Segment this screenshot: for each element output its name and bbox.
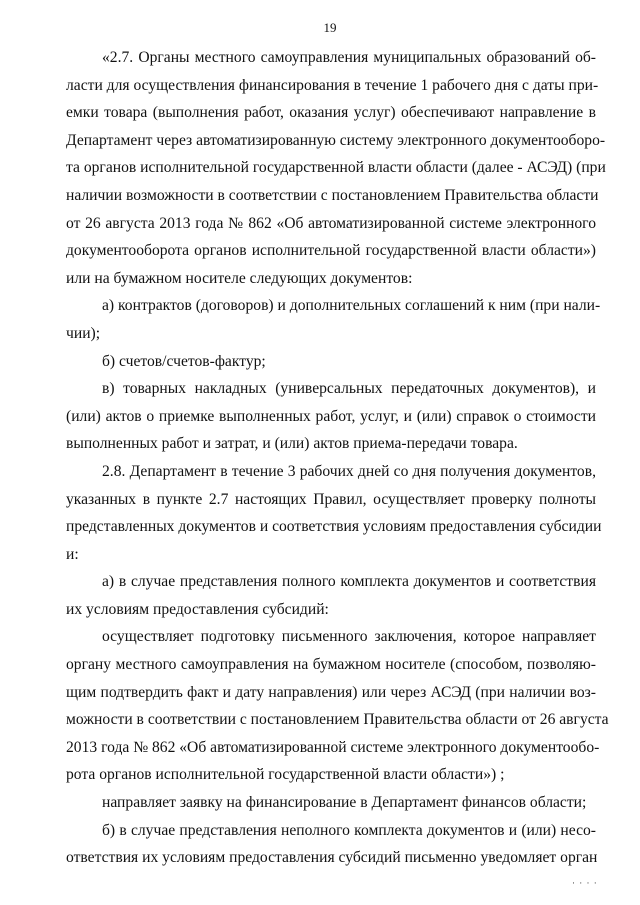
text-line: а) контрактов (договоров) и дополнительных соглашений к ним (при нали-	[102, 297, 601, 315]
text-line: от 26 августа 2013 года № 862 «Об автоматизированной системе электронного	[66, 214, 596, 232]
text-line: их условиям предоставления субсидий:	[66, 600, 329, 618]
text-line: б) в случае представления неполного комплекта документов и (или) несо-	[102, 821, 596, 839]
paragraph	[66, 623, 609, 789]
text-line: 2.8. Департамент в течение 3 рабочих дней со дня получения документов,	[102, 462, 596, 480]
text-line: можности в соответствии с постановлением Правительства области от 26 августа	[66, 711, 609, 729]
paragraph	[66, 568, 596, 623]
text-line: «2.7. Органы местного самоуправления муниципальных образований об-	[102, 49, 596, 66]
text-line: осуществляет подготовку письменного заключения, которое направляет	[102, 628, 596, 646]
text-line: та органов исполнительной государственной власти области (далее - АСЭД) (при	[66, 159, 606, 177]
text-line: указанных в пункте 2.7 настоящих Правил, осуществляет проверку полноты	[66, 490, 596, 508]
text-line: щим подтвердить факт и дату направления) или через АСЭД (при наличии воз-	[66, 683, 596, 701]
text-line: направляет заявку на финансирование в Департамент финансов области;	[102, 794, 587, 812]
text-line: органу местного самоуправления на бумажном носителе (способом, позволяю-	[66, 656, 596, 674]
text-line: ответствия их условиям предоставления субсидий письменно уведомляет орган	[66, 849, 598, 867]
paragraph	[66, 292, 601, 347]
text-line: или на бумажном носителе следующих документов:	[66, 269, 413, 287]
paragraph	[66, 375, 596, 458]
text-line: ласти для осуществления финансирования в течение 1 рабочего дня с даты при-	[66, 76, 599, 94]
text-line: Департамент через автоматизированную систему электронного документооборо-	[66, 131, 606, 149]
text-line: чии);	[66, 324, 101, 342]
text-line: выполненных работ и затрат, и (или) актов приема-передачи товара.	[66, 435, 518, 453]
text-line: наличии возможности в соответствии с постановлением Правительства области	[66, 186, 599, 204]
document-body	[66, 44, 609, 872]
text-line: (или) актов о приемке выполненных работ, услуг, и (или) справок о стоимости	[66, 407, 596, 425]
text-line: представленных документов и соответствия условиям предоставления субсидии	[66, 518, 602, 536]
text-line: б) счетов/счетов-фактур;	[102, 352, 266, 370]
text-line: в) товарных накладных (универсальных передаточных документов), и	[102, 380, 596, 398]
page-number: 19	[323, 20, 337, 35]
text-line: рота органов исполнительной государственной власти области») ;	[66, 766, 505, 784]
paragraph	[66, 44, 606, 292]
text-line: а) в случае представления полного комплекта документов и соответствия	[102, 573, 596, 591]
paragraph	[66, 817, 596, 872]
scan-artifact-marks: · · · ·	[572, 878, 598, 888]
paragraph	[66, 458, 602, 568]
text-line: емки товара (выполнения работ, оказания услуг) обеспечивают направление в	[66, 104, 596, 122]
paragraph	[66, 789, 596, 817]
text-line: 2013 года № 862 «Об автоматизированной системе электронного документообо-	[66, 738, 600, 756]
text-line: документооборота органов исполнительной государственной власти области»)	[66, 242, 596, 260]
text-line: и:	[66, 545, 79, 563]
paragraph	[66, 348, 596, 376]
